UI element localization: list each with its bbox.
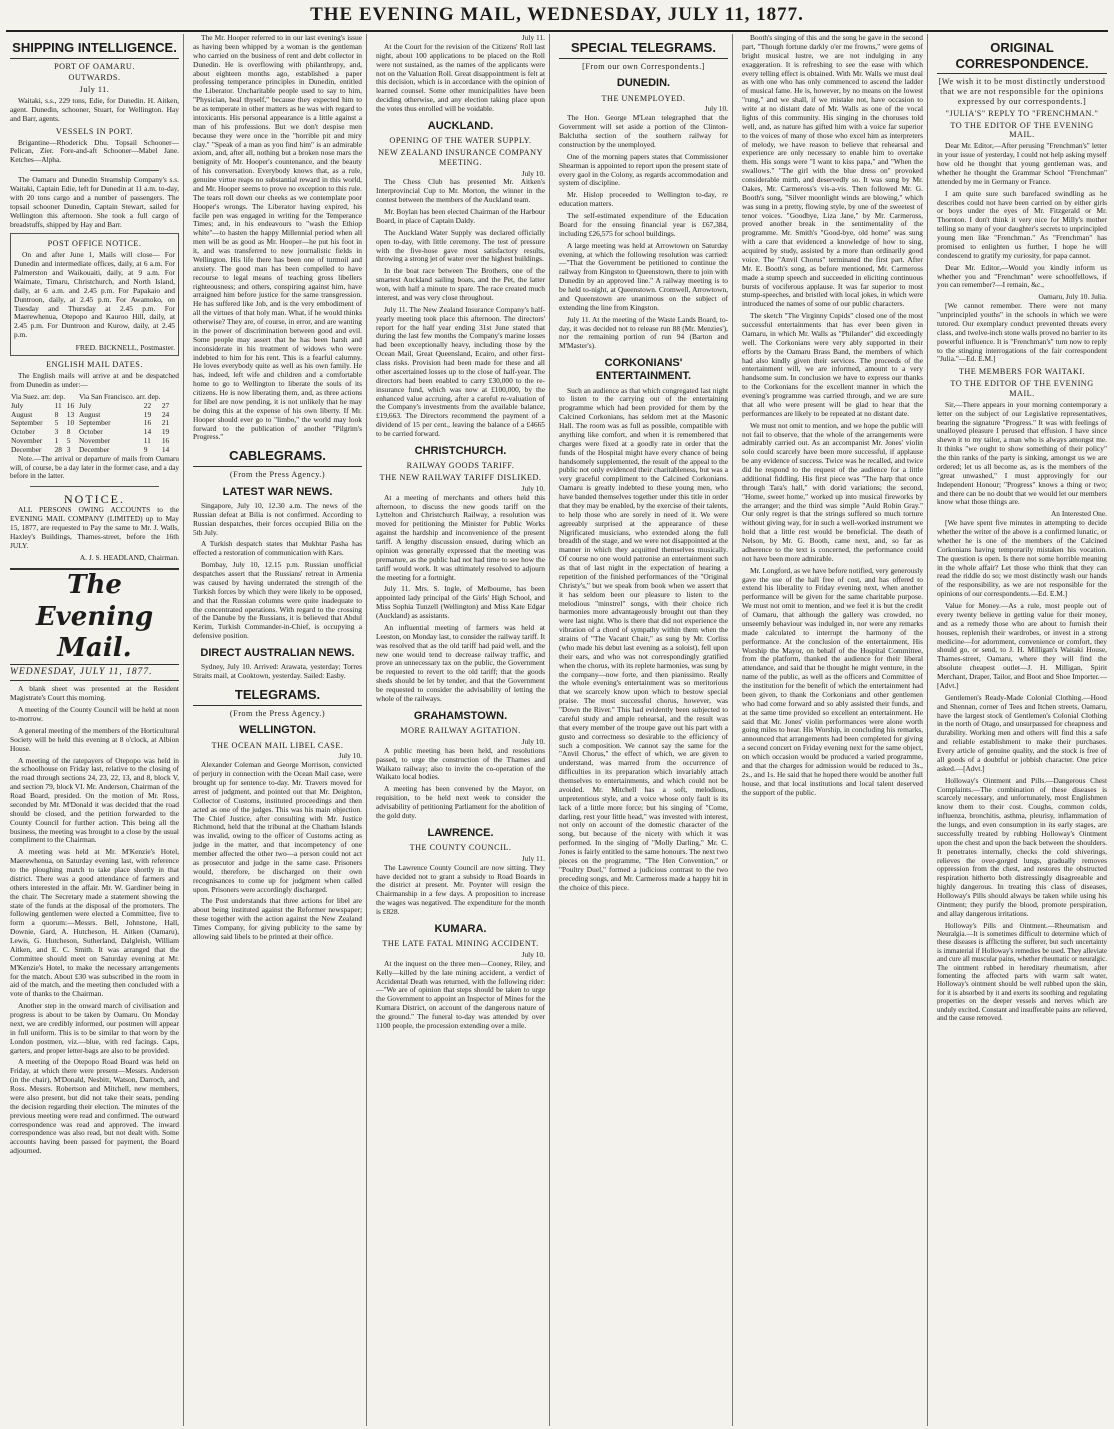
mail-row [10,446,179,455]
mail-cell: July [78,400,92,410]
mail-cell: 13 [66,409,75,419]
kumara-date: July 10. [521,949,545,959]
mail-cell: December [11,445,42,455]
grahamstown-paragraph: A meeting has been convened by the Mayor, on requisition, to be held next week to consider the advisability of petitioning Parliament for the abolition of the gold duty. [376,784,545,820]
local-news-paragraph: A meeting of the Otepopo Road Board was held on Friday, at which there were present—Messrs. Anderson (in the chair), M'Donald, Nesbitt, Watson, Darroch, and Ross. Messrs. Robertson and Mitchell, new members, were also present, but did not take their seats, pending the decision regarding their election. The minutes of the previous meeting were read and confirmed. The outward correspondence was read and approved. The inward correspondence was also read, but not dealt with. Some accounts having been passed for payment, the Board adjourned. [10,1057,179,1156]
julia-paragraph: Dear Mr. Editor,—After perusing "Frenchman's" letter in your issue of yesterday, I could not help asking myself how old he thought that young gentleman was, and whether he thought the Grammar School "Frenchman" attended by me in Germany or France. [937,141,1107,186]
kumara-text: At the inquest on the three men—Cooney, Riley, and Kelly—killed by the late mining accident, a verdict of Accidental Death was returned, with the following rider:—"We are of opinion that steps should be taken to urge the Government to appoint an Inspector of Mines for the Kumara District, on account of the dangerous nature of the ground." The funeral to-day was attended by over 1100 people, the procession extending over a mile. [376,958,545,1030]
julia-paragraph: Dear Mr. Editor,—Would you kindly inform us whether you and "Frenchman" were schoolfellows, if you can remember?—I remain, &c., [937,262,1107,290]
christchurch-date: July 10. [521,483,545,493]
auckland-paragraph: Mr. Boylan has been elected Chairman of the Harbour Board, in place of Captain Daldy. [376,207,545,225]
column-2 [189,34,367,1426]
mail-cell: 16 [161,436,170,446]
local-news-paragraph: A blank sheet was presented at the Resident Magistrate's Court this morning. [10,684,179,703]
english-mail-table [10,393,179,455]
advertisement: Holloway's Ointment and Pills.—Dangerous Chest Complaints.—The combination of these diseases is scarcely necessary, and unfortunately, most Englishmen know them to their cost. Coughs, common colds, influenza, bronchitis, asthma, pleurisy, inflammation of the lungs, and even consumption in its early stages, are successfully treated by rubbing Holloway's Ointment upon the chest and upon the back between the shoulders. It penetrates internally, checks the cold shiverings, relieves the over-gorged lungs, gradually removes oppression from the chest, and restores the obstructed respiration hitherto both distressingly disagreeable and highly dangerous. In treating this class of diseases, Holloway's Pills should always be taken while using his Ointment; they purify the blood, promote perspiration, and allay dangerous irritations. [937,775,1107,918]
mail-cell: 24 [161,409,170,419]
local-news-paragraph: A general meeting of the members of the Horticultural Society will be held this evening at 8 o'clock, at Albion House. [10,725,179,753]
outwards-heading: OUTWARDS. [68,73,121,83]
columns [6,34,1108,1426]
wellington-heading: WELLINGTON. [239,724,316,737]
war-news-paragraph: A Turkish despatch states that Mukhtar Pasha has effected a restoration of communication with Kars. [193,539,362,558]
column-1 [6,34,184,1426]
post-office-box [10,233,179,356]
special-telegrams-sub: [From our own Correspondents.] [582,61,705,71]
mail-cell: August [11,409,33,419]
dunedin-date: July 10. [704,104,728,114]
mail-cell: 11 [54,400,62,410]
wellington-sub: THE OCEAN MAIL LIBEL CASE. [211,740,344,750]
mail-cell: 8 [66,427,71,437]
julia-editor-note: [We cannot remember. There were not many "unprincipled youths" in the schools in which we were tutored. Our exemplary conduct prevented threats every class, and twelve-inch stone walls proved no barrier to its powerful influence. It is "Frenchman's" turn now to reply to the stinging interrogations of the fair correspondent "Julia."—Ed. E.M.] [937,301,1107,364]
mail-cell: 19 [161,427,170,437]
cablegrams-sub: (From the Press Agency.) [229,469,326,479]
mail-cell: September [11,418,43,428]
christchurch-paragraph: At a meeting of merchants and others held this afternoon, to discuss the new goods tariff on the Lyttelton and Christchurch Railway, a resolution was moved for petitioning the Minister for Public Works against the hardship and inconvenience of the present tariff. A lengthy discussion ensued, during which an opinion was generally expressed that the meeting was premature, as the public had not had time to see how the tariff would work. It was ultimately resolved to adjourn the meeting for a fortnight. [376,492,545,582]
dunedin-heading: DUNEDIN. [616,77,671,90]
auckland-sub: OPENING OF THE WATER SUPPLY. [389,136,532,146]
correspondence-note: [We wish it to be most distinctly understood that we are not responsible for the opinions expressed by our correspondents.] [938,77,1106,106]
mail-cell: 27 [161,400,170,410]
wellington-news [193,761,362,942]
outwards-date: July 11. [79,85,110,95]
mail-cell: November [11,436,43,446]
auckland-paragraph: The Auckland Water Supply was declared officially open to-day, with little ceremony. The test of pressure with the five-hose gave most satisfactory results, throwing a strong jet of water over the highest buildings. [376,227,545,264]
post-office-text: On and after June 1, Mails will close— For Dunedin and intermediate offices, daily, at 6 a.m. For Palmerston and Waikouaiti, daily, at 9 a.m. For Waimate, Timaru, Christchurch, and North Island, daily, at 6 a.m. and 2.45 p.m. For Papakaio and Duntroon, daily, at 2.45 p.m. For Awamoko, on Tuesday and Thursday at 2.45 p.m. For Maerewhenua, Otepopo and Kauroo Hill, daily, at 2.45 p.m. For Duntroon and Kurow, daily, at 2.45 p.m. [14,250,175,340]
english-mail-note: Note.—The arrival or departure of mails from Oamaru will, of course, be a day later in the former case, and a day before in the latter. [10,454,179,481]
dunedin-paragraph: The Hon. George M'Lean telegraphed that the Government will set aside a portion of the Clinton-Balclutha section of the southern railway for construction by the unemployed. [559,113,728,149]
corkonians-paragraph: Mr. Longford, as we have before notified, very generously gave the use of the hall free of cost, and has offered to extend his liberality to Friday evening next, when another performance will be given for the same charitable purpose. We must not omit to mention, and we feel it is but the credit of Oamaru, that although the gallery was crowded, no unseemly behaviour was indulged in, nor were any remarks made calculated to interrupt the harmony of the performance. At the conclusion of the entertainment, His Worship the Mayor, on behalf of the Hospital Committee, from the platform, thanked the audience for their liberal attendance, and said that he thought he might venture, in the name of the public, as well as the officers and Committee of the institution for the benefit of which the entertainment had been given, to thank the Corkonians and other gentlemen who had come forward and so ably assisted their funds, and at the same time provided so excellent an entertainment. He said that Mr. Jones' violin performances were alone worth going miles to hear. His Worship, in concluding his remarks, announced that arrangements had been completed for giving a second concert on Friday evening next for the same object, on which occasion would be produced a varied programme, and that the charges for admission would be reduced to 3s., 2s., and 1s. He said that he hoped there would be another full house, and that local institutions and local talent deserved the support of the public. [742,565,924,797]
corkonians-paragraph: Such an audience as that which congregated last night to listen to the carrying out of the entertaining programme which had been provided for them by the Calcined Corkonians, has seldom met at the Masonic Hall. The room was as full as possible, compatible with anything like comfort, and when it is remembered that charges were fixed at a goodly rate in order that the funds of the Hospital might have every chance of being handsomely supplemented, the result of the appeal to the public not only evidenced their charitableness, but was a very graceful compliment to the Calcined Corkonians. Oamaru is greatly indebted to these young men, who have banded themselves together under this title in order that they may be enabled, by the exercise of their talents, to help those who are sorely in need of it. We were agreeably surprised at the appearance of these Nigrificated musicians, who extended along the full breadth of the stage, and we were not disappointed at the manner in which they acquitted themselves musically. Of course no one would patronise an entertainment such as that of last night in the expectation of hearing a repetition of the finished performances of the "Original Christy's," but we speak from book when we assert that it has seldom been our pleasure to listen to the melodious "minstrel" songs, with their choice rich harmonies more advantageously brought out than they were last night. Who is there that did not experience the vibration of a chord of sympathy within them when the strains of "The Vacant Chair," as sung by Mr. Corliss (who made his debut last evening as a soloist), fell upon their ears, and who was not correspondingly gratified when the chorus, with its replete harmonies, was sung by the company—now forte, and then pianissimo. Really the whole evening's entertainment was so meritorious that we scarcely know upon which to bestow special praise. The most successful chorus, however, was "Down the River." This had evidently been subjected to careful study and ample rehearsal, and the result was that every member of the troupe gave out his part with a gusto and correctness so desirable to the efficiency of such a composition. We cannot say the same for the "Anvil Chorus," the effect of which, we are given to understand, was marred from the occurrence of difficulties in its preparation which invariably attach themselves to entertainments, and which could not be avoided. Mr. Mitchell has a soft, melodious, unpretentious style, and a voice whose only fault is its lack of a little more force; but his singing of "Come, darling, rest your little head," was invested with interest, not only on account of the domestic character of the song, but because of the nicety with which it was performed. In the singing of "Molly Darling," Mr. C. Jones is fairly entitled to the same honours. The next two pieces on the programme, "The Hen Convention," or "Poultry Duel," formed a judicious contrast to the two preceding songs, and Mr. Carmeross made a happy hit in the choice of this piece. [559,385,728,892]
mail-cell: October [78,427,103,437]
dunedin-paragraph: One of the morning papers states that Commissioner Shearman is appointed to report upon the present state of every gaol in the Colony, as regards accommodation and system of discipline. [559,151,728,188]
mail-cell: 5 [54,418,59,428]
small-advertisement: Holloway's Pills and Ointment.—Rheumatism and Neuralgia.—It is sometimes difficult to determine which of these diseases is afflicting the sufferer, but such uncertainty is immaterial if Holloway's remedies be used. They alleviate and cure all muscular pains, whether rheumatic or neuralgic. The ointment rubbed in hereditary rheumatism, after fomenting the affected parts with warm salt water, Holloway's ointment should be well rubbed upon the skin, for it is absorbed by it and exerts its soothing and regulating properties on the deeper vessels and nerves which are unduly excited. Constant and insufferable pains are relieved, and the cause removed. [937,921,1107,1022]
mail-cell: 14 [161,445,170,455]
mail-cell: 3 [54,427,59,437]
war-news [193,502,362,641]
notice-heading: NOTICE. [64,491,125,506]
dunedin-news [559,114,728,351]
mail-col-sf: Via San Francisco. arr. dep. [78,391,161,401]
top-date: July 11. [521,34,545,42]
christchurch-heading: CHRISTCHURCH. [414,444,507,457]
masthead: THE EVENING MAIL, WEDNESDAY, JULY 11, 1877. [6,0,1108,32]
grahamstown-paragraph: A public meeting has been held, and resolutions passed, to urge the construction of the Thames and Waikato railway; also to invite the co-operation of the Waikato local bodies. [376,745,545,782]
grahamstown-date: July 10. [521,736,545,746]
mail-cell: 1 [54,436,59,446]
dunedin-sub: THE UNEMPLOYED. [601,93,686,103]
auckland-paragraph: In the boat race between The Brothers, one of the smartest Auckland sailing boats, and the Pet, the latter won, with half a minute to spare. The race created much interest, and was very close throughout. [376,266,545,302]
australian-news-heading: DIRECT AUSTRALIAN NEWS. [200,647,355,659]
notice-text: ALL PERSONS OWING ACCOUNTS to the EVENING MAIL COMPANY (LIMITED) up to May 15, 1877, are requested to Pay the same to Mr. J. Walls, Haxley's Buildings, Thames-street, before the 16th JULY. [10,505,179,550]
members-paragraph: Sir,—There appears in your morning contemporary a letter on the subject of our Legislative representatives, bearing the signature "Progress." It was with feelings of unalloyed pleasure I perused that effusion. I have since shewn it to my tailor, a man who is always amongst me. It thinks "we ought to show something of their policy" the thin ranks of the party is sinking, amongst us we are ordered; let us all become as, as is the members of the "great unwashed," I must approvingly for our Independent Honour; "Progress" knows a thing or two; and there can be no doubt that we would let our members know what those things are. [937,399,1107,507]
lawrence-heading: LAWRENCE. [427,826,494,839]
auckland-paragraph: July 11. The New Zealand Insurance Company's half-yearly meeting took place this afternoon. The directors' report for the half year ending 31st June stated that during the last few months the Company's marine losses had been exceptionally heavy, including those by the Ocean Mail, Great Queensland, Ecairo, and other first-class risks. Provision had been made for these and all other ascertained losses up to the close of half-year. The directors had been enabled to carry £30,000 to the re-insurance fund, which was now at £100,000, by the enhanced value accruing, after a careful re-valuation of the Company's investments from the available balance, £19,663. The Directors recommend the payment of a dividend of 15 per cent., leaving the balance of a £4665 to be carried forward. [376,304,545,439]
auckland-date: July 10. [521,168,545,178]
christchurch-paragraph: July 11. Mrs. S. Ingle, of Melbourne, has been appointed lady principal of the Girls' High School, and Miss Sophia Tunzell (Wellington) and Miss Kate Edgar (Auckland) as assistants. [376,584,545,621]
local-news-paragraph: A meeting of the ratepayers of Otepopo was held in the schoolhouse on Friday last, relative to the closing of the road through sections 24, 23, 22, 13, and 8, block V, and section 79, block VI. Mr. Anderson, Chairman of the Road Board, presided. On the motion of Mr. Ross, seconded by Mr. M'Donald it was decided that the road should be closed, and the petition forwarded to the County Council for further action. This being all the business, the meeting was brought to a close by the usual compliment to the Chairman. [10,755,179,845]
advertisement: Gentlemen's Ready-Made Colonial Clothing.—Hood and Shennan, corner of Tees and Itchen streets, Oamaru, have the largest stock of Gentlemen's Colonial Clothing in the north of Otago, and unsurpassed for cheapness and durability. Working men and others will find this a safe and reliable establishment to make their purchases. Every article of genuine quality, and the stock is free of all goods of a doubtful or jobbish character. One price asked.—[Advt.] [937,692,1107,773]
mail-cell: July [11,400,24,410]
mail-col-suez: Via Suez. arr. dep. [11,391,66,401]
mail-cell: 8 [54,409,59,419]
kumara-heading: KUMARA. [434,922,487,935]
telegrams-sub: (From the Press Agency.) [229,708,326,718]
australian-news-text: Sydney, July 10. Arrived: Arawata, yesterday; Torres Straits mail, at Cooktown, yesterday. Sailed: Easby. [193,662,362,681]
mail-cell: 9 [143,445,148,455]
divider [30,486,159,487]
dunedin-paragraph: A large meeting was held at Arrowtown on Saturday evening, at which the following resolution was carried:—"That the Government be petitioned to continue the railway from Kingston to Queenstown, there to join with Dunedin by an approved line." A railway meeting is to be held to-night, at Queenstown. Cromwell, Arrowtown, and Queenstown are unanimous on the subject of extending the line from Kingston. [559,240,728,312]
correspondence-heading: ORIGINAL CORRESPONDENCE. [937,40,1107,74]
mail-cell: 19 [143,409,152,419]
grahamstown-sub: MORE RAILWAY AGITATION. [400,726,521,736]
column-5 [738,34,928,1426]
members-heading: THE MEMBERS FOR WAITAKI. [958,367,1086,377]
mail-cell: 3 [66,445,71,455]
mail-cell: 5 [66,436,71,446]
paper-dateline: WEDNESDAY, JULY 11, 1877. [10,667,179,681]
kumara-sub: THE LATE FATAL MINING ACCIDENT. [382,939,539,949]
article-paragraph: The Mr. Hooper referred to in our last evening's issue as having been whipped by a woman is the gentleman who carried on the business of rent and debt collector in Dunedin. He is overflowing with philanthropy, and, about eighteen months ago, established a paper professing temperance principles in Dunedin, entitled the Liberator. Uncharitable people used to say to him, "Physician, heal thyself," because they expected him to be as temperate in other matters as he was with regard to intoxicants. His personal appearance is a little against a man of his professions. But we don't despise men because they were once in the "horrible pit and miry clay." "Speak of a man as you find him" is an admirable axiom, and, after all, nothing but a broken nose mars the benignity of Mr. Hooper's countenance, and the beauty of his conversation. Everybody knows that, as a rule, genuine virtue reaps no substantial reward in this world, and Mr. Hooper seems to prove no exception to this rule. The tears roll down our cheeks as we contemplate poor Hooper's wrongs. The Liberator having expired, his facile pen was engaged in writing for the Temperance Times; and, in his endeavours to "wash the Ethiop white"—to hasten the happy Millennial period when all men will be as good as Mr. Hooper—he put his foot in it, and was transferred to new journalistic fields in Wellington. His life there has been one of turmoil and anxiety. The good man has been compelled to have recourse to legal means of teaching gross libellers righteousness; and others, conspiring against him, have arraigned him before justice for the same transgression. He has suffered like Job, and is the very embodiment of all the virtues of that holy man. What, if he would thinks otherwise? They are, of course, in error, and are wanting in the power of discrimination between good and evil. Some people may assert that he has been harsh and inconsiderate in his treatment of widows who were indebted to him for his rent. This is a fearful calumny. He loves everybody quite as well as his own family. He has, indeed, left wife and children and a comfortable home to go to Wellington to liberate the souls of its citizens. He is now liberating them, and, as three actions for libel are now pending, it is not unlikely that he may be doing this at the expense of his own liberty. If Mr. Hooper should ever go to "limbo," the world may look forward to the publication of another "Pilgrim's Progress." [193,34,362,442]
column-6 [933,34,1108,1426]
mail-cell: 16 [143,418,152,428]
auckland-paragraph: The Chess Club has presented Mr. Aitken's Interprovincial Cup to Mr. Morton, the winner in the contest between the members of the Auckland team. [376,177,545,205]
members-sign: An Interested One. [1050,509,1107,519]
auckland-heading: AUCKLAND. [427,119,494,132]
christchurch-sub: RAILWAY GOODS TARIFF. [406,461,515,471]
grahamstown-heading: GRAHAMSTOWN. [413,709,508,722]
telegrams-heading: TELEGRAMS. [193,687,362,706]
mail-cell: November [78,436,111,446]
divider [30,170,159,171]
mail-cell: October [11,427,35,437]
war-news-paragraph: Singapore, July 10, 12.30 a.m. The news of the Russian defeat at Bilia is not confirmed. According to Russian despatches, their forces occupied Bilia on the 5th July. [193,500,362,537]
julia-sign: Oamaru, July 10. Julia. [1038,292,1107,302]
julia-paragraph: I am quite sure such barefaced swindling as he describes could not have been carried on by either girls or boys under the eyes of Mr. Fitzgerald or Mr. Thornton. I don't think it very nice for Milly's mother telling so many of your daughter's secrets to unprincipled young men like "Frenchman." As "Frenchman" has promised to enlighten us further, I hope he will condescend to gratify my curiosity, for papa cannot. [937,188,1107,260]
insurance-heading: NEW ZEALAND INSURANCE COMPANY MEETING. [378,147,543,167]
mail-cell: 14 [143,427,152,437]
corkonians-continued [742,34,923,797]
shipping-heading: SHIPPING INTELLIGENCE. [10,40,179,59]
members-editor-note: [We have spent five minutes in attempting to decide whether the writer of the above is a confirmed lunatic, or whether he is one of the members of the Calcined Corkonians having temporarily mistaken his vocation. The question is open. Is there not some horrible meaning in the whole affair? Let those who think that they can read the riddle do so; we most distinctly wash our hands of the responsibility, as we are not responsible for the opinions of our correspondents.—Ed. E.M.] [937,518,1107,599]
mail-cell: 16 [66,400,75,410]
war-news-paragraph: Bombay, July 10, 12.15 p.m. Russian unofficial despatches assert that the Russians' retreat in Armenia was caused by having underrated the strength of the Turkish forces by which they were likely to be opposed, and that the Russian columns were quite inadequate to the concentrated operations. With regard to the crossing of the Danube by the Russians, it is believed that Abdul Kerim, Turkish Commander-in-Chief, is occupying a defensive position. [193,560,362,641]
lawrence-text: The Lawrence County Council are now sitting. They have decided not to grant a subsidy to Road Boards in the district at present. Mr. Poynter will resign the Chairmanship in a few days. A proposition to increase the wages was negatived. The expenditure for the month is £828. [376,862,545,917]
mail-rows [10,402,179,455]
local-news [10,685,179,1156]
corkonians-heading: CORKONIANS' ENTERTAINMENT. [595,357,692,383]
steamship-text: The Oamaru and Dunedin Steamship Company's s.s. Waitaki, Captain Edie, left for Dunedin at 11 a.m. to-day, with 20 tons cargo and a number of passengers. The topsail schooner Dunedin, Captain Stewart, sailed for Wellington this afternoon. She took a full cargo of breadstuffs, shipped by Hay and Barr. [10,175,179,229]
post-office-sign: FRED. BICKNELL, Postmaster. [75,343,175,353]
port-heading: PORT OF OAMARU. [54,61,135,71]
advertisement: Value for Money.—As a rule, most people out of every twenty believe in getting value for their money, and as a remedy those who are about to furnish their houses, replenish their wardrobes, or invest in a strong medicine—for adornment, convenience or comfort, they should go, or send, to J. H. Milligan's Waitaki House, Thames-street, Oamaru, where they will find the absolute cheapest outlet—J. H. Milligan, Spirit Merchant, Draper, Tailor, and Boot and Shoe Importer.—[Advt.] [937,601,1107,690]
members-to: TO THE EDITOR OF THE EVENING MAIL. [950,379,1094,398]
dunedin-paragraph: July 11. At the meeting of the Waste Lands Board, to-day, it was decided not to release run 88 (Mr. Menzies'), nor the remaining portion of run 94 (Barton and M'Master's). [559,314,728,351]
julia-to: TO THE EDITOR OF THE EVENING MAIL. [950,120,1094,140]
local-news-paragraph: A meeting of the County Council will be held at noon to-morrow. [10,705,179,724]
julia-heading: "JULIA'S" REPLY TO "FRENCHMAN." [945,108,1099,118]
mail-cell: August [78,409,101,419]
vessels-heading: VESSELS IN PORT. [55,126,134,136]
vessels-text: Brigantine—Rhoderick Dhu. Topsail Schooner—Pelican, Zier. Fore-and-aft Schooner—Mabel Jane. Ketches—Alpha. [10,137,179,165]
local-news-paragraph: A meeting was held at Mr. M'Kenzie's Hotel, Maerewhenua, on Saturday evening last, with reference to the ploughing match to take place shortly in that district. There was a good attendance of farmers and others interested in the affair. Mr. W. Gardiner being in the chair. The Secretary made a statement showing the state of the funds at the disposal of the promoters. The following gentlemen were elected a Committee, five to form a quorum:—Messrs. Bell, Johnstone, Hall, Downie, Gard, A. Hutcheson, H. Aitken (Oamaru), Lewis, G. Hutcheson, Sutherland, Dalgleish, William Aitken, and E. C. Smith. It was arranged that the Committee should meet on Saturday evening at Mr. M'Kenzie's Hotel, to make the necessary arrangements for the match. About £30 was subscribed in the room in aid of the match, and the meeting then concluded with a vote of thanks to the Chairman. [10,847,179,999]
mail-cell: 21 [161,418,170,428]
english-mail-intro: The English mails will arrive at and be despatched from Dunedin as under:— [10,371,179,389]
auckland-news [376,178,545,439]
hooper-article [193,34,362,442]
mail-cell: September [78,418,111,428]
notice-sign: A. J. S. HEADLAND, Chairman. [79,552,179,562]
corkonians-paragraph: The sketch "The Virginny Cupids" closed one of the most successful entertainments that has ever been given in Oamaru, in which Mr. Walls as "Philander" did exceedingly well. The Corkonians were very ably supported in their efforts by the Oamaru Brass Band, the members of which had also kindly given their services. The proceeds of the entertainment will, we are informed, amount to a very handsome sum. In conclusion we have to express our thanks to the Corkonians for the excellent manner in which the evening's programme was carried through, and we are sure that all who were present will be glad to hear that the performances are likely to be repeated at no distant date. [742,311,923,418]
lawrence-sub: THE COUNTY COUNCIL. [409,842,512,852]
christchurch-paragraph: An influential meeting of farmers was held at Leeston, on Monday last, to consider the railway tariff. It was resolved that as the old tariff had paid well, and the new one would tend to decrease railway traffic, and prove an unnecessary tax on the public, the Government be requested to revert to the old tariff; that the goods sheds should be let by tender, and that the Government be requested to consider the advisability of letting the whole of the railways. [376,622,545,703]
column-3 [372,34,550,1426]
wellington-paragraph: The Post understands that three actions for libel are about being instituted against the Reformer newspaper; these together with the action against the New Zealand Times Company, for giving publicity to the same by allowing said libels to be printed at their office. [193,896,362,941]
mail-cell: 28 [54,445,62,455]
corkonians-paragraph: We must not omit to mention, and we hope the public will not fail to observe, that the whole of the arrangements were admirably carried out. As an accompanist Mr. Jones' violin solo could scarcely have been more successful, if applause be any evidence of success. Twice was he recalled, and twice did he respond to the request of the audience for a little additional fiddling. His first piece was "The harp that once through Tara's hall," with dorid variations; the second, "Home, sweet home," worked up into musical fireworks by the arranger; and the third was simple "Auld Robin Gray." Our only regret is that the strings suffered so much torture without giving way, for in such a well-worked instrument we hold that a little rest would be beneficial. The death of Nelson, by Mr. G. Booth, came next, and, so far as adherence to the text is concerned, the performance could not have been more admirable. [742,420,923,563]
local-news-paragraph: Another step in the onward march of civilisation and progress is about to be taken by Oamaru. On Monday next, we are credibly informed, our postmen will appear in full uniform. This is to be similar to that worn by the London postmen, viz.—blue, with red facings. Caps, garters, and proper letter-bags are also to be provided. [10,1001,179,1055]
corkonians-article [559,387,728,893]
lawrence-date: July 11. [521,853,545,863]
english-mail-heading: ENGLISH MAIL DATES. [46,360,143,370]
grahamstown-news [376,747,545,821]
dunedin-paragraph: Mr. Hislop proceeded to Wellington to-day, re education matters. [559,190,728,209]
dunedin-paragraph: The self-estimated expenditure of the Education Board for the ensuing financial year is £67,384, including £26,575 for school buildings. [559,211,728,238]
war-news-heading: LATEST WAR NEWS. [222,485,333,498]
top-para: At the Court for the revision of the Citizens' Roll last night, about 100 applications to be placed on the Roll were not sustained, as the names of the applicants were not on the Valuation Roll. Great disappointment is felt at this decision, which is in accordance with the opinion of learned counsel. Some other municipalities have been deciding otherwise, and any election taking place upon the votes thus enrolled will be voidable. [376,41,545,113]
christchurch-sub2: THE NEW RAILWAY TARIFF DISLIKED. [379,473,542,482]
mail-cell: 11 [143,436,151,446]
special-telegrams-heading: SPECIAL TELEGRAMS. [559,40,728,59]
cablegrams-heading: CABLEGRAMS. [193,448,362,467]
wellington-date: July 10. [338,751,362,761]
corkonians-paragraph: Booth's singing of this and the song he gave in the second part, "Though fortune darkly o'er me frowns," were gems of bright musical lustre, we are not indulging in any exaggeration. It is refreshing to see the ease with which every telling effect is obtained. With Mr. Walls we must deal as with one who has only commenced to ascend the ladder of musical fame. He is, however, by no means on the lowest "rung," and we shall, if we mistake not, have occasion to write at no distant date of Mr. Walls as one of the vocal lights of this community. His singing in the choruses told well, and, as nature has gifted him with a voice far superior to the voices of many of those who excel him as interpreters of melody, we have reason to believe that rehearsal and experience are only necessary to enable him to overtake them. His songs were "I want to kiss papa," and "When the swallows." "The girl with the blue dress on" provoked considerable mirth, and deservedly so. It was sung by Mr. Oakes, Mr. Carmeross's vis-a-vis. Then followed Mr. G. Booth's song, "Silver moonlight winds are blowing," which was sung in a pretty, flowing style, by one of the sweetest of tenor voices. "Goodbye, Liza Jane," by Mr. Carmeross, proved another break in the sentimentality of the programme. Mr. Smith's "Good-bye, old home" was sung with a care that evidenced a knowledge of how to sing, acquired by study, assisted by a more than ordinarily good voice. The "Anvil Chorus" terminated the first part. After Mr. E. Booth's song, as before mentioned, Mr. Carmeross made a stump speech and succeeded in eliciting continuous bursts of vociferous applause. It was far superior to most stump-speeches, and bristled with local jokes, in which were introduced the names of some of our public characters. [742,34,923,309]
paper-title: The Evening Mail. [10,568,179,665]
column-4 [555,34,733,1426]
mail-cell: 22 [143,400,152,410]
post-office-heading: POST OFFICE NOTICE. [47,239,142,249]
wellington-paragraph: Alexander Coleman and George Morrison, convicted of perjury in connection with the Ocean Mail case, were brought up for sentence to-day. Mr. Travers moved for arrest of judgment, and pointed out that Mr. Deighton, Collector of Customs, instituted proceedings and then acted as one of the judges. This was his main objection. The Chief Justice, after consulting with Mr. Justice Richmond, held that the tribunal at the Chatham Islands was invalid, owing to the officer of Customs acting as judge in the matter, and that incompetency of one member affected the other two—a person could not act as prosecutor and judge in the same case. Prisoners would, therefore, be discharged on their own recognisances to come up for judgment when called upon. Prisoners were accordingly discharged. [193,760,362,894]
mail-cell: December [78,445,110,455]
christchurch-news [376,494,545,704]
mail-cell: 10 [66,418,75,428]
outwards-text: Waitaki, s.s., 229 tons, Edie, for Dunedin. H. Aitken, agent. Dunedin, schooner, Stuart, for Wellington. Hay and Barr, agents. [10,96,179,123]
